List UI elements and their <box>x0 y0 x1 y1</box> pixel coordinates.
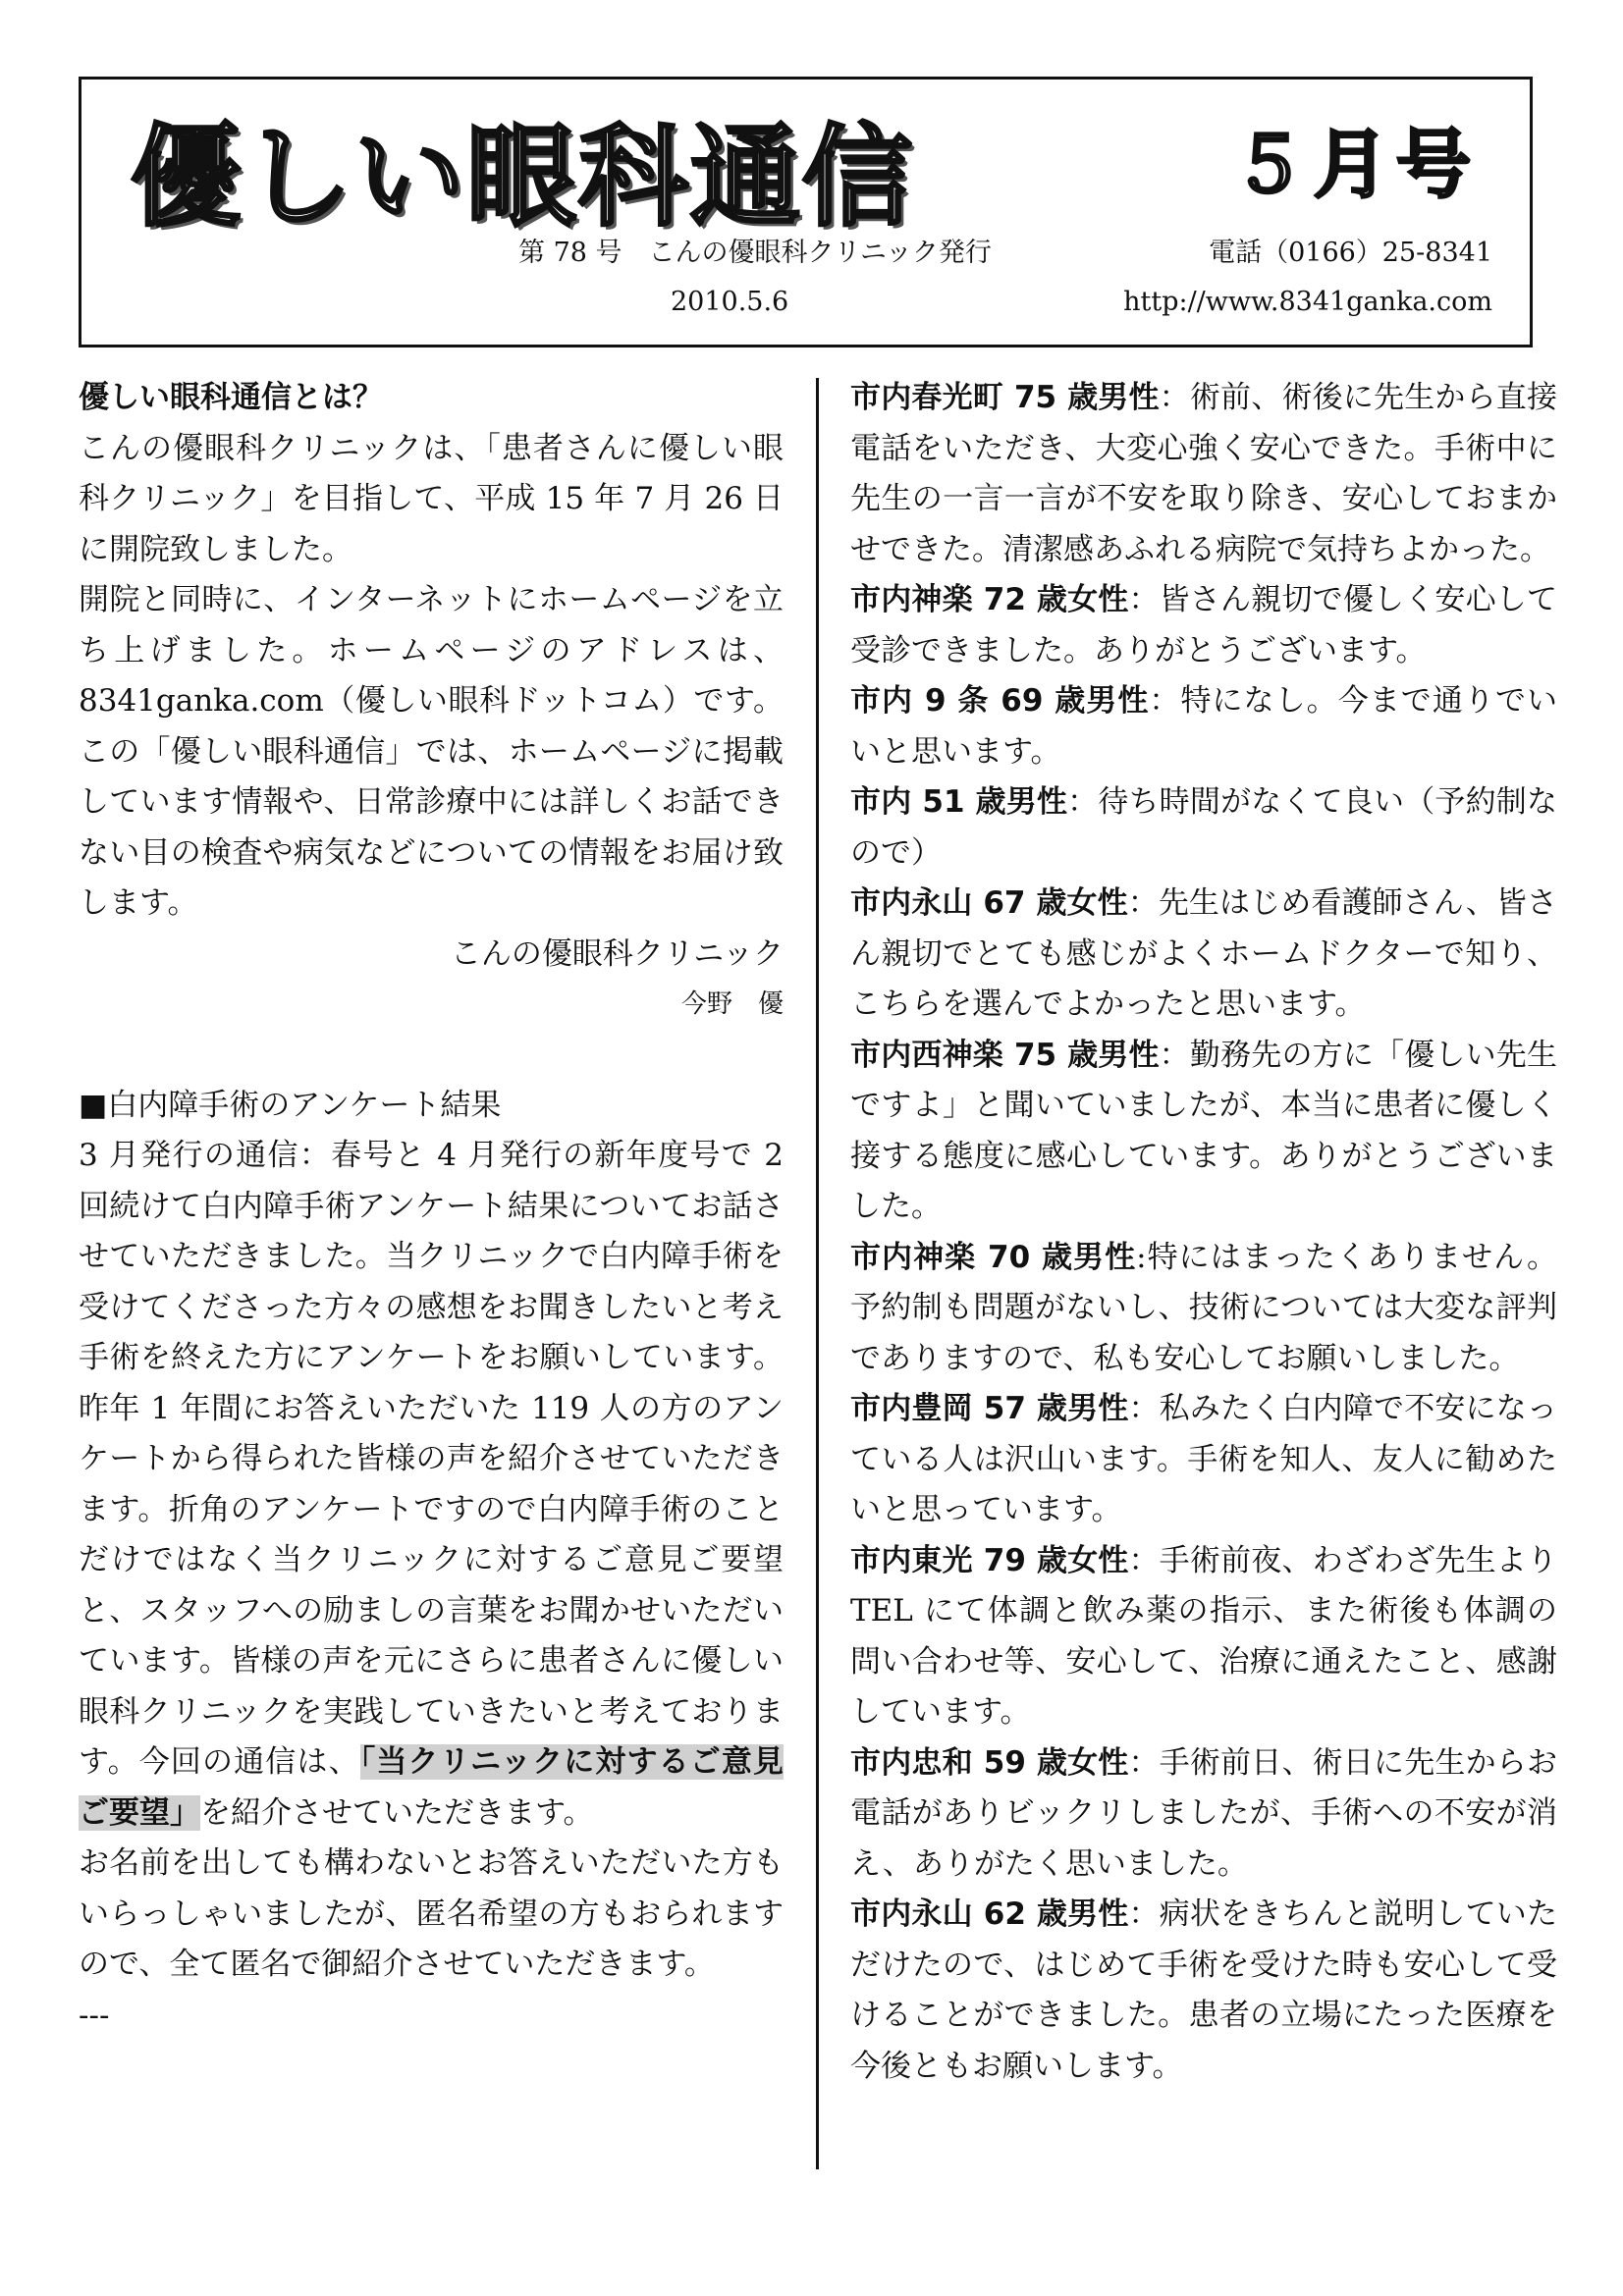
comment-entry <box>850 879 1557 1031</box>
issue-date: 2010.5.6 <box>671 287 789 317</box>
clinic-signature: こんの優眼科クリニック <box>450 935 784 972</box>
respondent-label: 市内神楽 72 歳女性 <box>850 582 1129 617</box>
end-mark: --- <box>79 1997 110 2033</box>
comment-entry <box>850 1536 1557 1738</box>
respondent-label: 市内 51 歳男性 <box>850 784 1068 820</box>
comment-text: ：手術前日、術日に先生からお電話がありビックリしましたが、手術への不安が消え、ありがたく思いました。 <box>850 1744 1557 1882</box>
respondent-label: 市内東光 79 歳女性 <box>850 1542 1129 1578</box>
respondent-label: 市内豊岡 57 歳男性 <box>850 1391 1129 1426</box>
left-column <box>79 373 784 2041</box>
survey-paragraph-2: お名前を出しても構わないとお答えいただいた方もいらっしゃいましたが、匿名希望の方もおられますので、全て匿名で御紹介させていただきます。 <box>79 1845 784 1982</box>
comment-text: ：病状をきちんと説明していただけたので、はじめて手術を受けた時も安心して受けることができました。患者の立場にたった医療を今後ともお願いします。 <box>850 1896 1557 2084</box>
doctor-signature: 今野 優 <box>680 989 784 1019</box>
comment-text: ：術前、術後に先生から直接電話をいただき、大変心強く安心できた。手術中に先生の一言一言が不安を取り除き、安心しておまかせできた。清潔感あふれる病院で気持ちよかった。 <box>850 380 1557 567</box>
comment-entry <box>850 1384 1557 1536</box>
website-url: http://www.8341ganka.com <box>1123 287 1492 317</box>
survey-heading: ■白内障手術のアンケート結果 <box>79 1087 502 1123</box>
respondent-label: 市内忠和 59 歳女性 <box>850 1744 1129 1781</box>
newsletter-header <box>79 77 1533 347</box>
comment-entry <box>850 575 1557 676</box>
respondent-label: 市内春光町 75 歳男性 <box>850 380 1160 415</box>
respondent-label: 市内西神楽 75 歳男性 <box>850 1037 1160 1073</box>
phone-number: 電話（0166）25-8341 <box>1209 238 1492 268</box>
intro-paragraph-2: 開院と同時に、インターネットにホームページを立ち上げました。ホームページのアドレスは、8341ganka.com（優しい眼科ドットコム）です。この「優しい眼科通信」では、ホームページに掲載しています情報や、日常診療中には詳しくお話できない目の検査や病気などについての情報をお届け致します。 <box>79 582 784 921</box>
survey-paragraph-1 <box>79 1131 784 1839</box>
intro-paragraph-1: こんの優眼科クリニックは、「患者さんに優しい眼科クリニック」を目指して、平成 15 年 7 月 26 日に開院致しました。 <box>79 430 784 567</box>
comment-entry <box>850 1890 1557 2092</box>
issue-month-label: ５月号 <box>1231 121 1479 208</box>
issue-info: 第 78 号 こんの優眼科クリニック発行 <box>518 238 992 268</box>
respondent-label: 市内永山 67 歳女性 <box>850 885 1128 921</box>
newsletter-title: 優しい眼科通信 <box>131 114 914 241</box>
comment-entry <box>850 676 1557 777</box>
respondent-label: 市内神楽 70 歳男性 <box>850 1239 1137 1275</box>
survey-text-b: を紹介させていただきます。 <box>200 1794 594 1831</box>
intro-heading: 優しい眼科通信とは？ <box>79 380 383 415</box>
section-gap <box>79 1031 784 1081</box>
respondent-label: 市内永山 62 歳男性 <box>850 1896 1129 1932</box>
right-column <box>850 373 1557 2092</box>
comment-text: :特にはまったくありません。予約制も問題がないし、技術については大変な評判でありますので、私も安心してお願いしました。 <box>850 1239 1557 1376</box>
comment-entry <box>850 1738 1557 1891</box>
comment-entry <box>850 373 1557 575</box>
comment-text: ：私みたく白内障で不安になっている人は沢山います。手術を知人、友人に勧めたいと思っています。 <box>850 1391 1557 1527</box>
comment-text: ：待ち時間がなくて良い（予約制なので） <box>850 784 1558 871</box>
comment-text: ：先生はじめ看護師さん、皆さん親切でとても感じがよくホームドクターで知り、こちらを選んでよかったと思います。 <box>850 885 1557 1022</box>
comment-text: ：勤務先の方に「優しい先生ですよ」と聞いていましたが、本当に患者に優しく接する態度に感心しています。ありがとうございました。 <box>850 1037 1557 1224</box>
highlighted-topic: 「当クリニックに対するご意見ご要望」 <box>79 1744 784 1831</box>
comment-text: ：特になし。今まで通りでいいと思います。 <box>850 683 1557 770</box>
comment-entry <box>850 777 1557 879</box>
comment-text: ：手術前夜、わざわざ先生より TEL にて体調と飲み薬の指示、また術後も体調の問い合わせ等、安心して、治療に通えたこと、感謝しています。 <box>850 1542 1557 1730</box>
comment-entry <box>850 1031 1557 1233</box>
column-divider <box>816 378 819 2169</box>
comment-text: ：皆さん親切で優しく安心して受診できました。ありがとうございます。 <box>850 582 1557 668</box>
respondent-label: 市内 9 条 69 歳男性 <box>850 683 1150 719</box>
survey-text-a: 3 月発行の通信：春号と 4 月発行の新年度号で 2 回続けて白内障手術アンケート結果についてお話させていただきました。当クリニックで白内障手術を受けてくださった方々の感想をお聞きしたいと考え手術を終えた方にアンケートをお願いしています。昨年 1 年間にお答えいただいた 119 人の方のアンケートから得られた皆様の声を紹介させていただきます。折角のアンケートですので白内障手術のことだけではなく当クリニックに対するご意見ご要望と、スタッフへの励ましの言葉をお聞かせいただいています。皆様の声を元にさらに患者さんに優しい眼科クリニックを実践していきたいと考えております。今回の通信は、 <box>79 1138 784 1780</box>
comment-entry <box>850 1233 1557 1385</box>
